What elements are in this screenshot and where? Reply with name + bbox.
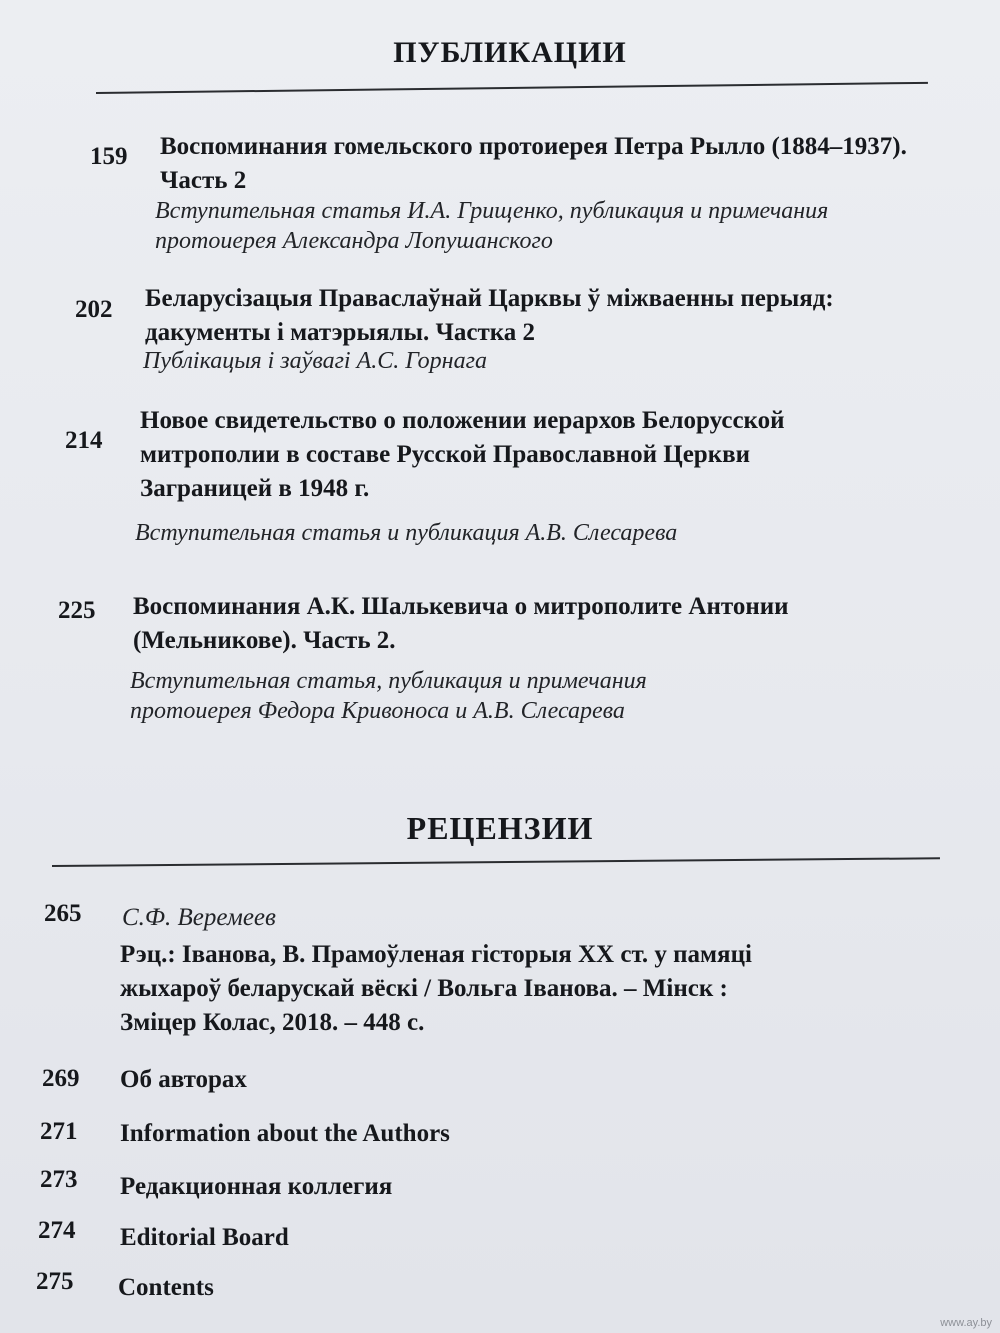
toc-title-line: Воспоминания гомельского протоиерея Петра Рылло (1884–1937). (160, 133, 907, 160)
toc-page-number: 159 (90, 143, 128, 170)
toc-title-line: Заграницей в 1948 г. (140, 475, 370, 502)
toc-page-number: 265 (44, 900, 82, 927)
toc-page-number: 225 (58, 597, 96, 624)
toc-author: С.Ф. Веремеев (122, 904, 276, 931)
toc-subtitle (130, 666, 647, 726)
toc-subtitle (135, 518, 677, 548)
toc-subtitle-line: Публікацыя і заўвагі А.С. Горнага (143, 348, 487, 374)
toc-subtitle-line: Вступительная статья И.А. Грищенко, публикация и примечания (155, 198, 829, 224)
toc-title-line: Рэц.: Іванова, В. Прамоўленая гісторыя XX ст. у памяці (120, 941, 752, 968)
toc-title-line: митрополии в составе Русской Православной Церкви (140, 441, 750, 468)
toc-title-line: (Мельникове). Часть 2. (133, 627, 396, 654)
toc-subtitle-line: Вступительная статья и публикация А.В. Слесарева (135, 520, 678, 546)
toc-subtitle-line: Вступительная статья, публикация и примечания (130, 668, 647, 694)
toc-title-line: жыхароў беларускай вёскі / Вольга Іванова. – Мінск : (120, 975, 728, 1002)
toc-subtitle-line: протоиерея Александра Лопушанского (155, 228, 553, 254)
toc-title: Редакционная коллегия (120, 1173, 393, 1200)
toc-title: Editorial Board (120, 1224, 289, 1251)
toc-title (133, 590, 789, 658)
toc-title-line: Беларусізацыя Праваслаўнай Царквы ў міжваенны перыяд: (145, 285, 834, 312)
toc-title (140, 404, 785, 506)
toc-page-number: 275 (36, 1268, 74, 1295)
toc-title: Об авторах (120, 1066, 247, 1093)
toc-subtitle (155, 196, 828, 256)
toc-subtitle (143, 346, 487, 376)
toc-page-number: 214 (65, 427, 103, 454)
toc-title (145, 282, 834, 350)
toc-title-line: Новое свидетельство о положении иерархов Белорусской (140, 407, 785, 434)
toc-title-line: Часть 2 (160, 167, 247, 194)
toc-title (160, 130, 907, 198)
toc-page-number: 202 (75, 296, 113, 323)
toc-title: Information about the Authors (120, 1120, 450, 1147)
section-rule-publications (96, 82, 928, 94)
toc-page-number: 274 (38, 1217, 76, 1244)
toc-subtitle-line: протоиерея Федора Кривоноса и А.В. Слесарева (130, 698, 625, 724)
toc-title-line: Зміцер Колас, 2018. – 448 с. (120, 1009, 425, 1036)
toc-page-number: 271 (40, 1118, 78, 1145)
section-heading-publications: ПУБЛИКАЦИИ (393, 36, 627, 69)
toc-title (120, 938, 752, 1040)
toc-title: Contents (118, 1274, 214, 1301)
toc-page-number: 273 (40, 1166, 78, 1193)
section-heading-reviews: РЕЦЕНЗИИ (406, 810, 594, 846)
section-rule-reviews (52, 857, 940, 867)
toc-title-line: Воспоминания А.К. Шалькевича о митрополите Антонии (133, 593, 789, 620)
watermark: www.ay.by (940, 1317, 992, 1329)
toc-page-number: 269 (42, 1065, 80, 1092)
toc-title-line: дакументы і матэрыялы. Частка 2 (145, 319, 536, 346)
